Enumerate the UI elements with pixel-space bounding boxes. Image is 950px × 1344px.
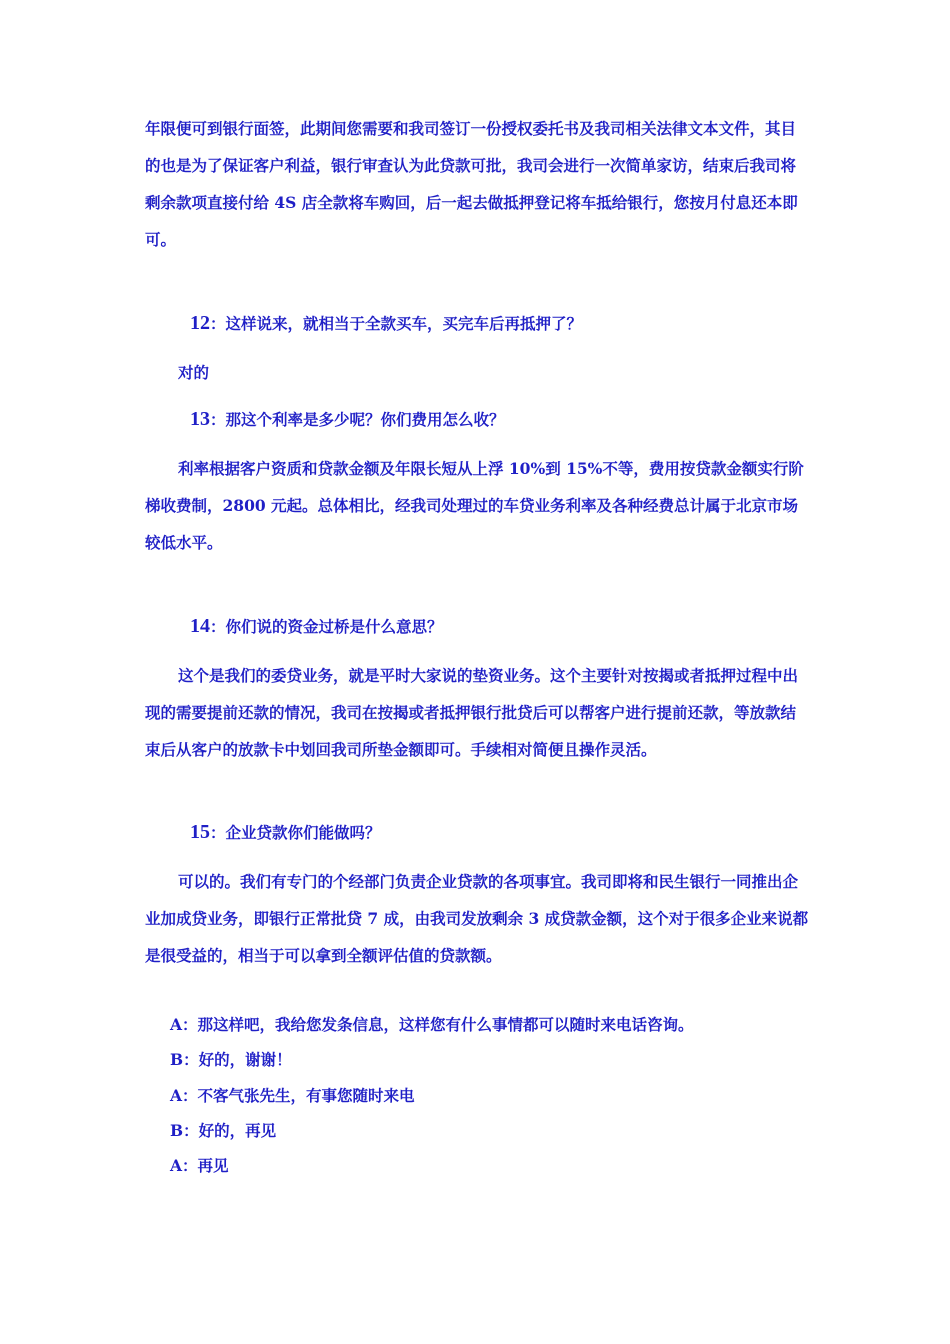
- dialog-text: 好的，谢谢！: [198, 1050, 292, 1069]
- question-14: [190, 614, 443, 639]
- answer-13: 利率根据客户资质和贷款金额及年限长短从上浮 10%到 15%不等，费用按贷款金额实行阶梯收费制，2800 元起。总体相比，经我司处理过的车贷业务利率及各种经费总计属于北京市场较低水平。: [145, 459, 804, 552]
- dialog-text: 那这样吧，我给您发条信息，这样您有什么事情都可以随时来电话咨询。: [197, 1015, 694, 1034]
- speaker-separator: ：: [182, 1156, 198, 1175]
- speaker-label: B: [170, 1050, 184, 1069]
- answer-12: 对的: [178, 363, 210, 382]
- question-number: 14: [190, 615, 210, 637]
- question-number: 13: [190, 408, 210, 430]
- answer-15: 可以的。我们有专门的个经部门负责企业贷款的各项事宜。我司即将和民生银行一同推出企业加成贷业务，即银行正常批贷 7 成，由我司发放剩余 3 成贷款金额，这个对于很多企业来说都是很受益的，相当于可以拿到全额评估值的贷款额。: [145, 872, 809, 965]
- question-number: 12: [190, 312, 210, 334]
- dialog-line: [170, 1013, 694, 1037]
- question-text: 这样说来，就相当于全款买车，买完车后再抵押了？: [225, 314, 583, 333]
- question-separator: ：: [210, 314, 226, 333]
- speaker-label: A: [170, 1015, 183, 1034]
- dialog-line: [170, 1048, 292, 1072]
- speaker-label: A: [170, 1156, 183, 1175]
- speaker-separator: ：: [183, 1121, 199, 1140]
- question-text: 那这个利率是多少呢？你们费用怎么收？: [225, 410, 505, 429]
- question-separator: ：: [210, 823, 226, 842]
- question-15: [190, 820, 381, 845]
- question-text: 企业贷款你们能做吗？: [225, 823, 381, 842]
- dialog-text: 再见: [197, 1156, 229, 1175]
- question-text: 你们说的资金过桥是什么意思？: [225, 617, 443, 636]
- dialog-line: [170, 1119, 276, 1143]
- dialog-line: [170, 1084, 415, 1108]
- speaker-separator: ：: [183, 1050, 199, 1069]
- answer-14: 这个是我们的委贷业务，就是平时大家说的垫资业务。这个主要针对按揭或者抵押过程中出现的需要提前还款的情况，我司在按揭或者抵押银行批贷后可以帮客户进行提前还款，等放款结束后从客户的放款卡中划回我司所垫金额即可。手续相对简便且操作灵活。: [145, 666, 799, 759]
- question-12: [190, 311, 582, 336]
- question-separator: ：: [210, 617, 226, 636]
- speaker-label: A: [170, 1086, 183, 1105]
- dialog-line: [170, 1154, 229, 1178]
- dialog-text: 不客气张先生，有事您随时来电: [197, 1086, 415, 1105]
- speaker-label: B: [170, 1121, 184, 1140]
- speaker-separator: ：: [182, 1086, 198, 1105]
- question-number: 15: [190, 821, 210, 843]
- intro-paragraph: 年限便可到银行面签，此期间您需要和我司签订一份授权委托书及我司相关法律文本文件，其目的也是为了保证客户利益，银行审查认为此贷款可批，我司会进行一次简单家访，结束后我司将剩余款项直接付给 4S 店全款将车购回，后一起去做抵押登记将车抵给银行，您按月付息还本即可。: [145, 119, 798, 249]
- question-separator: ：: [210, 410, 226, 429]
- speaker-separator: ：: [182, 1015, 198, 1034]
- question-13: [190, 407, 505, 432]
- dialog-text: 好的，再见: [198, 1121, 277, 1140]
